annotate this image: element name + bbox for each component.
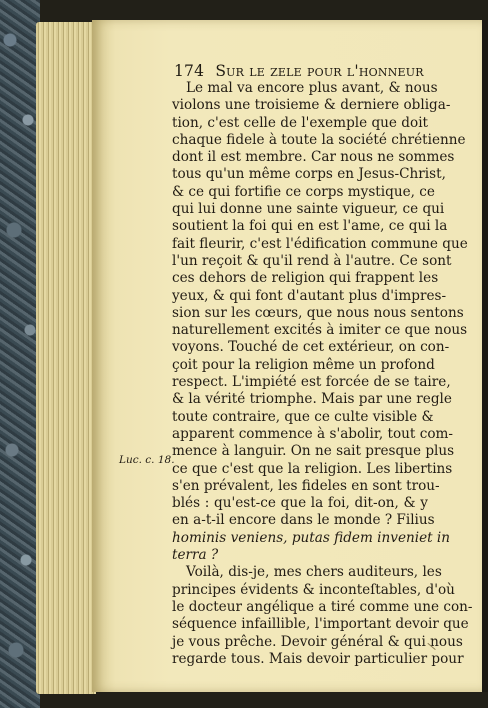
running-title: Sur le zele pour l'honneur xyxy=(215,62,424,80)
body-text xyxy=(172,80,473,668)
text-line: fait fleurir, c'est l'édification commune que xyxy=(172,235,468,252)
marbled-cover xyxy=(0,0,40,708)
text-line: violons une troisieme & derniere obliga- xyxy=(172,97,451,114)
text-line: çoit pour la religion même un profond xyxy=(172,356,435,373)
text-line: je vous prêche. Devoir général & qui nous xyxy=(172,633,463,650)
text-line: regarde tous. Mais devoir particulier pour xyxy=(172,650,464,667)
text-line: apparent commence à s'abolir, tout com- xyxy=(172,425,453,442)
margin-note: Luc. c. 18. xyxy=(119,454,175,466)
background-strip xyxy=(482,20,488,692)
text-line: dont il est membre. Car nous ne sommes xyxy=(172,149,455,166)
page-header xyxy=(174,62,474,80)
text-line: & ce qui fortifie ce corps mystique, ce xyxy=(172,183,435,200)
text-line: ce que c'est que la religion. Les libertins xyxy=(172,460,453,477)
text-line: hominis veniens, putas fidem inveniet in xyxy=(172,529,451,546)
text-line: Le mal va encore plus avant, & nous xyxy=(186,80,438,96)
text-line: sion sur les cœurs, que nous nous sentons xyxy=(172,304,464,321)
text-line: Voilà, dis-je, mes chers auditeurs, les xyxy=(186,564,442,581)
text-line: toute contraire, que ce culte visible & xyxy=(172,408,434,425)
page-number: 174 xyxy=(174,62,205,80)
text-line: tion, c'est celle de l'exemple que doit xyxy=(172,114,428,131)
text-line: mence à languir. On ne sait presque plus xyxy=(172,443,455,460)
page-edges xyxy=(36,22,96,694)
text-line: & la vérité triomphe. Mais par une regle xyxy=(172,391,452,408)
text-line: séquence infaillible, l'important devoir que xyxy=(172,616,469,633)
text-line: tous qu'un même corps en Jesus-Christ, xyxy=(172,166,446,183)
text-line: en a-t-il encore dans le monde ? Filius xyxy=(172,512,435,529)
text-line: yeux, & qui font d'autant plus d'impres- xyxy=(172,287,447,304)
text-line: principes évidents & inconteſtables, d'où xyxy=(172,581,455,598)
text-line: blés : qu'est-ce que la foi, dit-on, & y xyxy=(172,495,428,512)
text-line: qui lui donne une sainte vigueur, ce qui xyxy=(172,201,445,218)
text-line: terra ? xyxy=(172,547,219,564)
text-line: naturellement excités à imiter ce que nous xyxy=(172,322,468,339)
text-line: l'un reçoit & qu'il rend à l'autre. Ce sont xyxy=(172,252,452,269)
text-line: voyons. Touché de cet extérieur, on con- xyxy=(172,339,450,356)
text-line: chaque fidele à toute la société chrétienne xyxy=(172,131,466,148)
text-line: s'en prévalent, les fideles en sont trou- xyxy=(172,477,440,494)
text-line: soutient la foi qui en est l'ame, ce qui la xyxy=(172,218,448,235)
text-line: le docteur angélique a tiré comme une con- xyxy=(172,598,473,615)
text-line: respect. L'impiété est forcée de se taire, xyxy=(172,374,451,391)
text-line: ces dehors de religion qui frappent les xyxy=(172,270,439,287)
